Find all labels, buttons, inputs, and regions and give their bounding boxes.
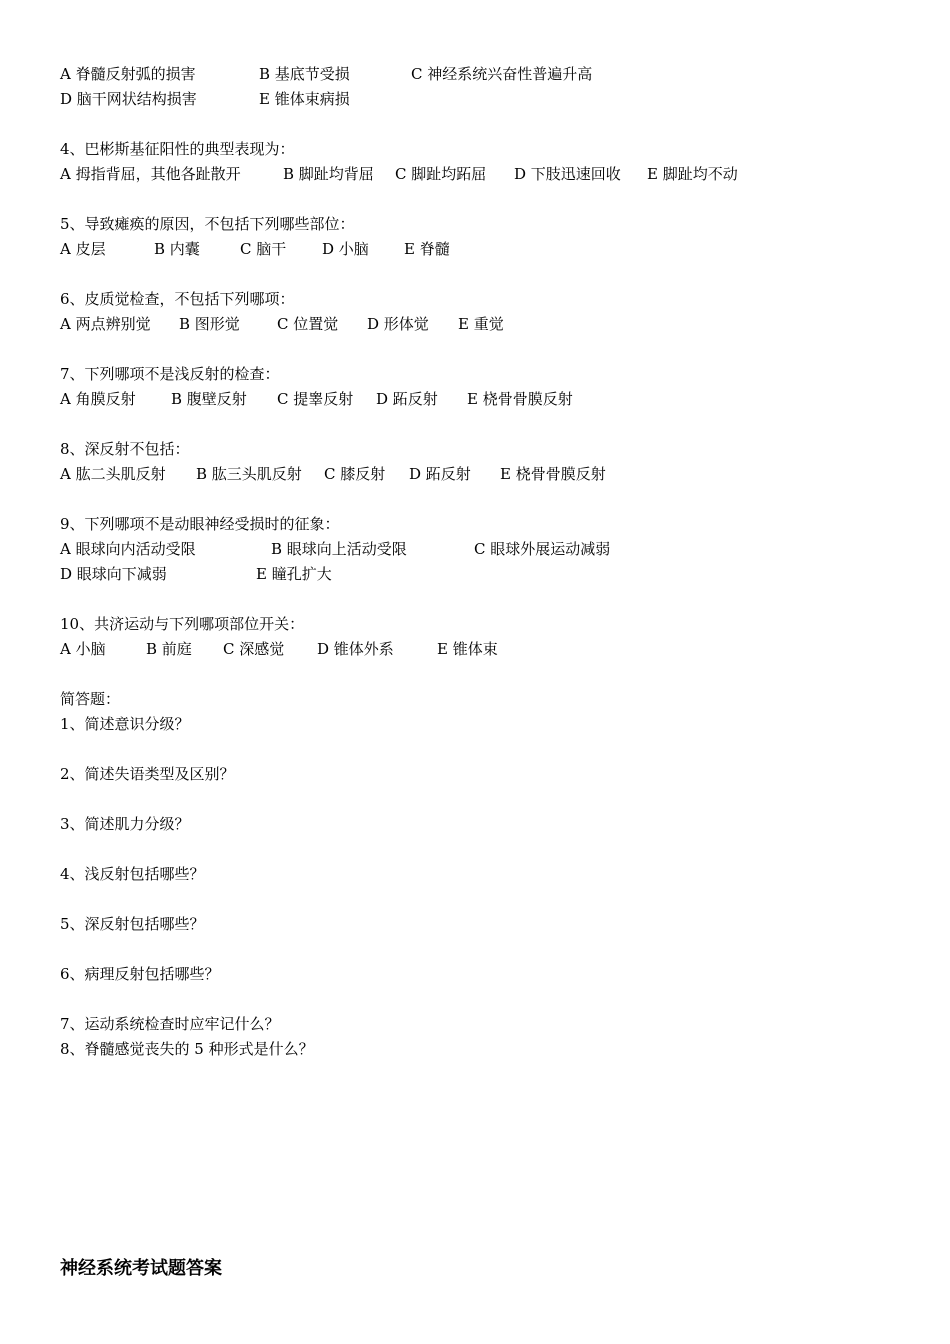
q7-option-d: D 跖反射	[376, 390, 438, 408]
q7-option-c: C 提睾反射	[277, 390, 354, 408]
q6-option-d: D 形体觉	[367, 315, 429, 333]
q6-options	[60, 312, 920, 337]
q5-option-e: E 脊髓	[404, 240, 450, 258]
q6-stem: 6、皮质觉检查，不包括下列哪项：	[60, 290, 295, 308]
q10-option-c: C 深感觉	[223, 640, 285, 658]
answers-section-title: 神经系统考试题答案	[60, 1258, 222, 1279]
short-answer-question: 2、简述失语类型及区别？	[60, 765, 235, 783]
q8-options	[60, 462, 920, 487]
q9-option-e: E 瞳孔扩大	[256, 565, 332, 583]
q6-option-e: E 重觉	[458, 315, 504, 333]
q8-option-a: A 肱二头肌反射	[60, 465, 166, 483]
q7-options	[60, 387, 920, 412]
short-answer-question: 8、脊髓感觉丧失的 5 种形式是什么？	[60, 1040, 314, 1058]
q5-option-a: A 皮层	[60, 240, 106, 258]
q7-option-e: E 桡骨骨膜反射	[467, 390, 573, 408]
q8-stem: 8、深反射不包括：	[60, 440, 190, 458]
short-answer-question: 6、病理反射包括哪些？	[60, 965, 220, 983]
q9-option-d: D 眼球向下减弱	[60, 565, 167, 583]
q4-option-d: D 下肢迅速回收	[514, 165, 621, 183]
q4-option-c: C 脚趾均跖屈	[395, 165, 487, 183]
q6-option-a: A 两点辨别觉	[60, 315, 151, 333]
q4-option-e: E 脚趾均不动	[647, 165, 738, 183]
q10-option-a: A 小脑	[60, 640, 106, 658]
short-answer-question: 3、简述肌力分级？	[60, 815, 190, 833]
q9-option-a: A 眼球向内活动受限	[60, 540, 196, 558]
q3-option-a: A 脊髓反射弧的损害	[60, 65, 196, 83]
q9-options-row-2	[60, 562, 920, 587]
q3-option-b: B 基底节受损	[259, 65, 350, 83]
q6-option-b: B 图形觉	[179, 315, 240, 333]
exam-page	[60, 62, 920, 1062]
q7-stem: 7、下列哪项不是浅反射的检查：	[60, 365, 280, 383]
q3-option-c: C 神经系统兴奋性普遍升高	[411, 65, 593, 83]
short-answer-question: 5、深反射包括哪些？	[60, 915, 205, 933]
short-answer-question: 4、浅反射包括哪些？	[60, 865, 205, 883]
q9-options-row-1	[60, 537, 920, 562]
q10-option-b: B 前庭	[146, 640, 192, 658]
q9-option-b: B 眼球向上活动受限	[271, 540, 407, 558]
short-answer-question: 1、简述意识分级？	[60, 715, 190, 733]
q5-stem: 5、导致瘫痪的原因，不包括下列哪些部位：	[60, 215, 355, 233]
q7-option-a: A 角膜反射	[60, 390, 136, 408]
q8-option-e: E 桡骨骨膜反射	[500, 465, 606, 483]
q4-options	[60, 162, 920, 187]
q8-option-b: B 肱三头肌反射	[196, 465, 302, 483]
short-answer-question: 7、运动系统检查时应牢记什么？	[60, 1015, 280, 1033]
q3-options-row-2	[60, 87, 920, 112]
q5-option-b: B 内囊	[154, 240, 200, 258]
q6-option-c: C 位置觉	[277, 315, 339, 333]
q4-stem: 4、巴彬斯基征阳性的典型表现为：	[60, 140, 295, 158]
q4-option-a: A 拇指背屈，其他各趾散开	[60, 165, 241, 183]
q9-stem: 9、下列哪项不是动眼神经受损时的征象：	[60, 515, 340, 533]
q3-option-d: D 脑干网状结构损害	[60, 90, 197, 108]
q10-options	[60, 637, 920, 662]
q4-option-b: B 脚趾均背屈	[283, 165, 374, 183]
q5-option-d: D 小脑	[322, 240, 369, 258]
q3-options-row-1	[60, 62, 920, 87]
q5-options	[60, 237, 920, 262]
q7-option-b: B 腹壁反射	[171, 390, 247, 408]
q5-option-c: C 脑干	[240, 240, 287, 258]
short-answer-heading: 简答题：	[60, 690, 121, 708]
q8-option-c: C 膝反射	[324, 465, 386, 483]
q9-option-c: C 眼球外展运动减弱	[474, 540, 611, 558]
q10-option-e: E 锥体束	[437, 640, 498, 658]
q10-stem: 10、共济运动与下列哪项部位开关：	[60, 615, 305, 633]
q8-option-d: D 跖反射	[409, 465, 471, 483]
q10-option-d: D 锥体外系	[317, 640, 394, 658]
q3-option-e: E 锥体束病损	[259, 90, 350, 108]
